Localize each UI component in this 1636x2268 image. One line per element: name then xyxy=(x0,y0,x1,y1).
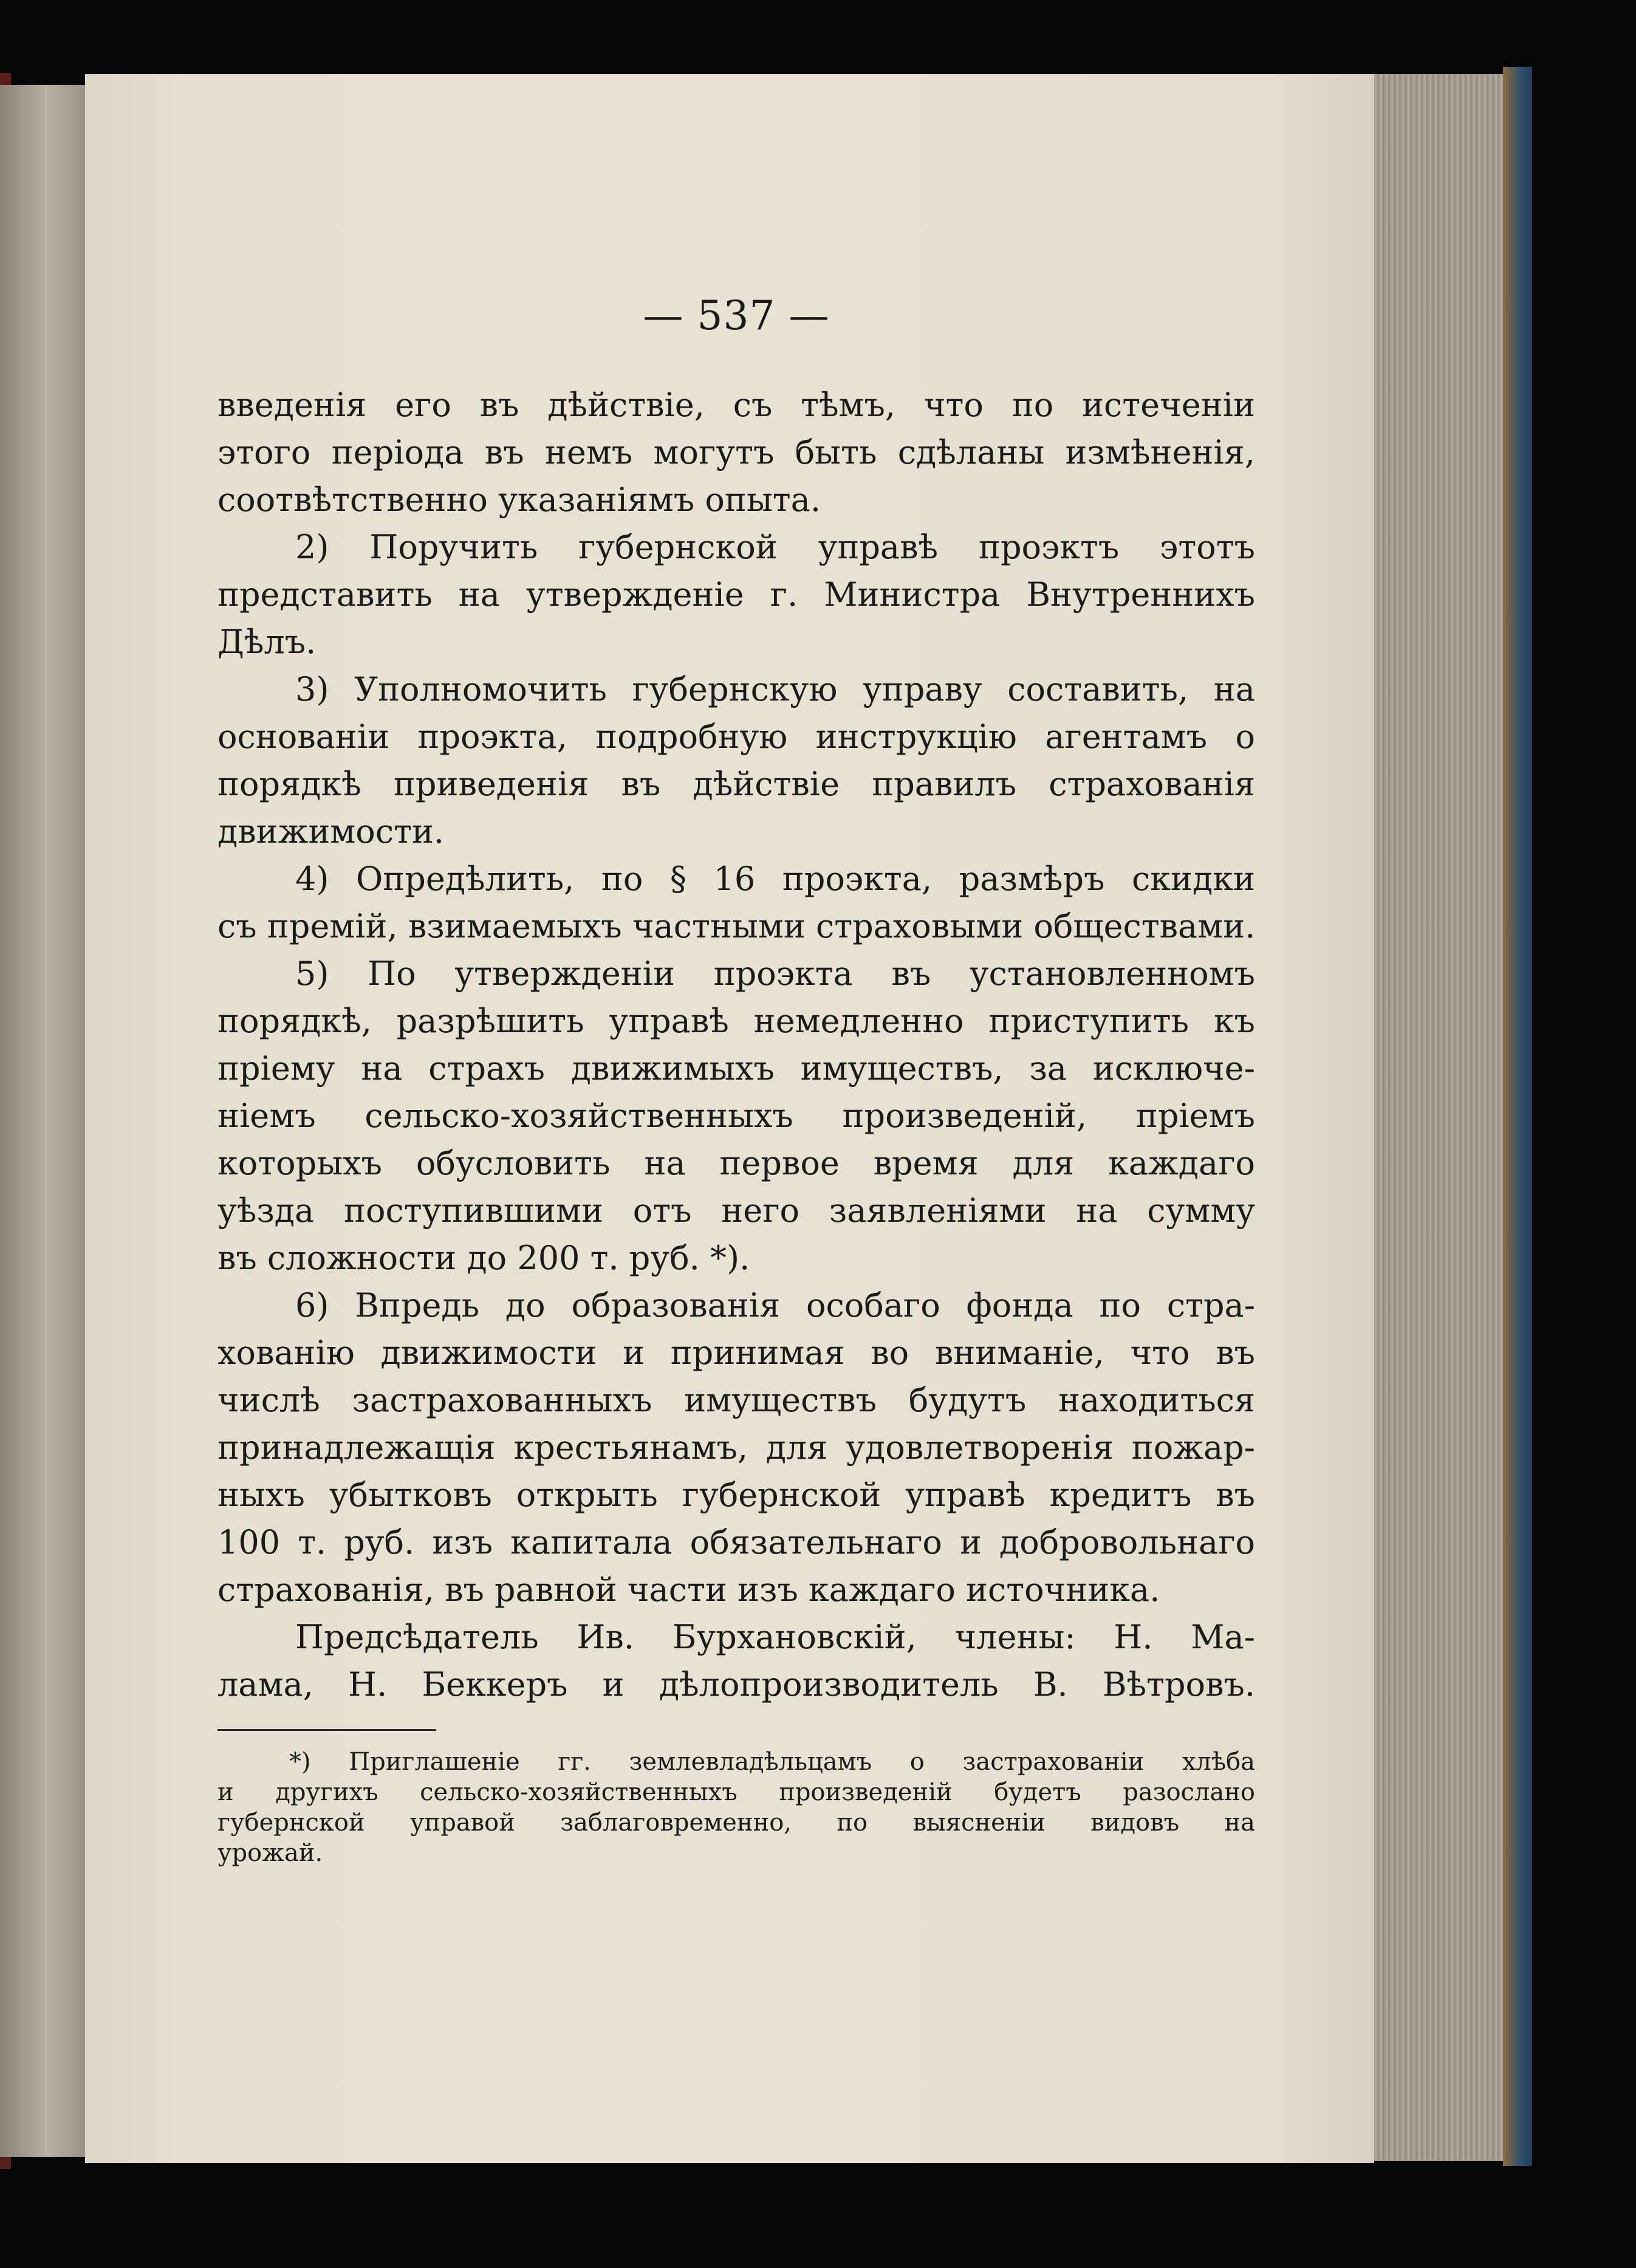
text-line: ніемъ сельско-хозяйственныхъ произведеній, пріемъ xyxy=(217,1097,1255,1135)
text-line: этого періода въ немъ могутъ быть сдѣланы измѣненія, xyxy=(217,433,1255,471)
text-line: лама, Н. Беккеръ и дѣлопроизводитель В. Вѣтровъ. xyxy=(217,1665,1255,1704)
footnote-line: губернской управой заблаговременно, по выясненіи видовъ на xyxy=(217,1809,1255,1837)
text-line: порядкѣ приведенія въ дѣйствіе правилъ страхованія xyxy=(217,765,1255,803)
text-line: 4) Опредѣлить, по § 16 проэкта, размѣръ скидки xyxy=(295,860,1255,898)
text-line: уѣзда поступившими отъ него заявленіями на сумму xyxy=(217,1191,1255,1230)
text-line: 5) По утвержденіи проэкта въ установленномъ xyxy=(295,954,1255,993)
footnote-line: урожай. xyxy=(217,1839,323,1867)
text-line: въ сложности до 200 т. руб. *). xyxy=(217,1239,750,1277)
text-line: 100 т. руб. изъ капитала обязательнаго и добровольнаго xyxy=(217,1523,1255,1561)
text-line: страхованія, въ равной части изъ каждаго источника. xyxy=(217,1571,1160,1609)
text-line: хованію движимости и принимая во вниманіе, что въ xyxy=(217,1334,1255,1372)
footnote-line: *) Приглашеніе гг. землевладѣльцамъ о застрахованіи хлѣба xyxy=(289,1748,1255,1776)
text-line: 6) Впредь до образованія особаго фонда по стра- xyxy=(295,1286,1255,1324)
text-line: 3) Уполномочить губернскую управу составить, на xyxy=(295,670,1255,708)
footnote xyxy=(217,1747,1255,1868)
text-line: Дѣлъ. xyxy=(217,623,317,661)
text-line: введенія его въ дѣйствіе, съ тѣмъ, что по истеченіи xyxy=(217,386,1255,424)
text-line: Предсѣдатель Ив. Бурхановскій, члены: Н. Ма- xyxy=(295,1618,1255,1656)
footnote-rule xyxy=(217,1729,436,1731)
page-number: — 537 — xyxy=(643,292,830,339)
text-line: движимости. xyxy=(217,812,445,851)
text-line: съ премій, взимаемыхъ частными страховыми обществами. xyxy=(217,907,1256,945)
text-line: представить на утвержденіе г. Министра Внутреннихъ xyxy=(217,575,1255,614)
text-line: 2) Поручить губернской управѣ проэктъ этотъ xyxy=(295,528,1255,566)
footnote-line: и другихъ сельско-хозяйственныхъ произведеній будетъ разослано xyxy=(217,1778,1255,1806)
text-line: порядкѣ, разрѣшить управѣ немедленно приступить къ xyxy=(217,1002,1255,1040)
text-line: основаніи проэкта, подробную инструкцію агентамъ о xyxy=(217,718,1255,756)
text-line: которыхъ обусловить на первое время для каждаго xyxy=(217,1144,1255,1182)
text-line: соотвѣтственно указаніямъ опыта. xyxy=(217,481,821,519)
page-stack-edges xyxy=(1374,74,1503,2161)
text-line: числѣ застрахованныхъ имуществъ будутъ находиться xyxy=(217,1381,1255,1419)
page-text xyxy=(217,287,1255,1868)
text-line: пріему на страхъ движимыхъ имуществъ, за исключе- xyxy=(217,1049,1255,1088)
previous-page-edge xyxy=(0,85,87,2157)
text-line: принадлежащія крестьянамъ, для удовлетворенія пожар- xyxy=(217,1428,1255,1467)
book-page xyxy=(85,74,1374,2163)
text-line: ныхъ убытковъ открыть губернской управѣ кредитъ въ xyxy=(217,1476,1255,1514)
body-text xyxy=(217,382,1255,1708)
right-cover-edge xyxy=(1503,67,1532,2166)
